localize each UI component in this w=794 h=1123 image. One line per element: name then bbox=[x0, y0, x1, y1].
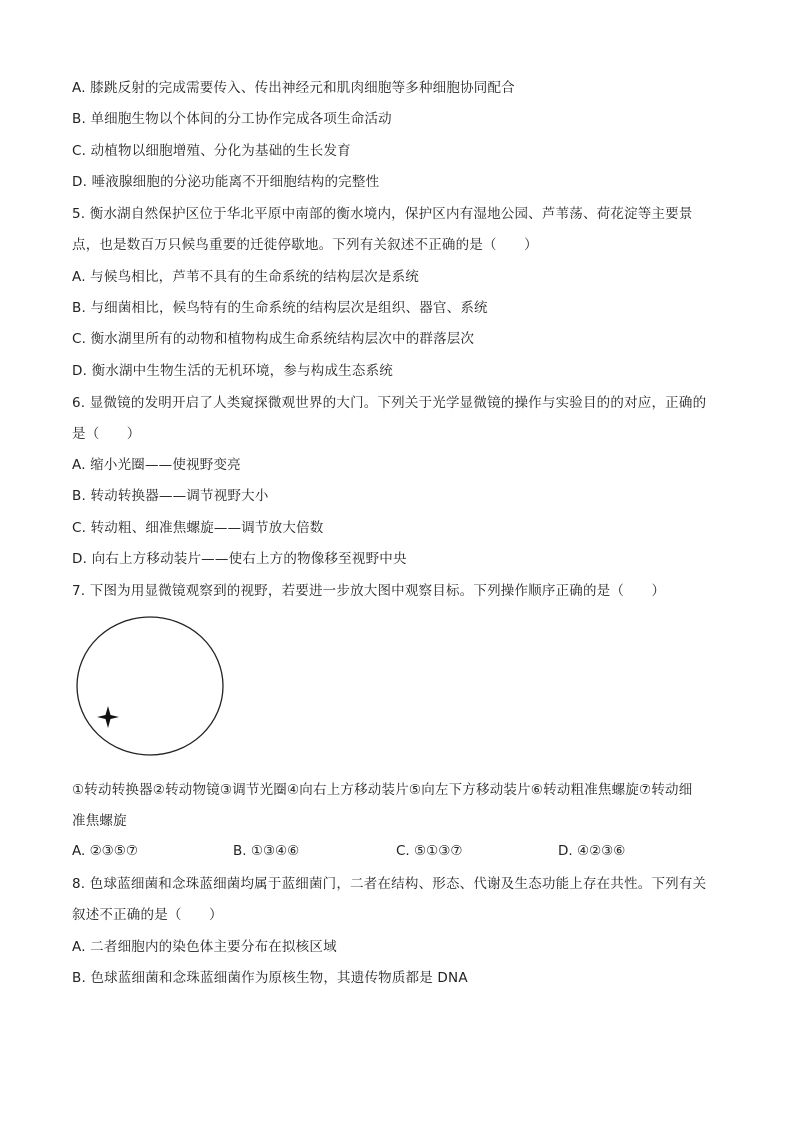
q8-option-a: A. 二者细胞内的染色体主要分布在拟核区域 bbox=[72, 939, 337, 955]
target-star-icon bbox=[97, 706, 119, 728]
q4-option-c: C. 动植物以细胞增殖、分化为基础的生长发育 bbox=[72, 143, 351, 159]
q8-option-b: B. 色球蓝细菌和念珠蓝细菌作为原核生物，其遗传物质都是 DNA bbox=[72, 970, 468, 986]
q7-stem: 7. 下图为用显微镜观察到的视野，若要进一步放大图中观察目标。下列操作顺序正确的是（ ） bbox=[72, 583, 666, 599]
q6-stem-line2: 是（ ） bbox=[72, 426, 141, 442]
q7-option-c: C. ⑤①③⑦ bbox=[396, 843, 463, 859]
q7-steps-line2: 准焦螺旋 bbox=[72, 813, 127, 829]
q6-option-a: A. 缩小光圈——使视野变亮 bbox=[72, 457, 241, 473]
q7-option-a: A. ②③⑤⑦ bbox=[72, 843, 138, 859]
q5-option-a: A. 与候鸟相比，芦苇不具有的生命系统的结构层次是系统 bbox=[72, 269, 419, 285]
q5-option-c: C. 衡水湖里所有的动物和植物构成生命系统结构层次中的群落层次 bbox=[72, 331, 475, 347]
q4-option-a: A. 膝跳反射的完成需要传入、传出神经元和肌肉细胞等多种细胞协同配合 bbox=[72, 80, 515, 96]
field-of-view-circle bbox=[77, 617, 223, 755]
q4-option-b: B. 单细胞生物以个体间的分工协作完成各项生命活动 bbox=[72, 111, 392, 127]
q5-stem-line2: 点，也是数百万只候鸟重要的迁徙停歇地。下列有关叙述不正确的是（ ） bbox=[72, 237, 538, 253]
q6-stem-line1: 6. 显微镜的发明开启了人类窥探微观世界的大门。下列关于光学显微镜的操作与实验目的的对应，正确的 bbox=[72, 395, 707, 411]
q5-stem-line1: 5. 衡水湖自然保护区位于华北平原中南部的衡水境内，保护区内有湿地公园、芦苇荡、荷花淀等主要景 bbox=[72, 206, 693, 222]
q8-stem-line2: 叙述不正确的是（ ） bbox=[72, 907, 223, 923]
q7-option-d: D. ④②③⑥ bbox=[558, 843, 626, 859]
q5-option-d: D. 衡水湖中生物生活的无机环境，参与构成生态系统 bbox=[72, 363, 393, 379]
q7-steps-line1: ①转动转换器②转动物镜③调节光圈④向右上方移动装片⑤向左下方移动装片⑥转动粗准焦螺旋⑦转动细 bbox=[72, 782, 693, 798]
q5-option-b: B. 与细菌相比，候鸟特有的生命系统的结构层次是组织、器官、系统 bbox=[72, 300, 488, 316]
q7-choices bbox=[72, 843, 732, 861]
q6-option-c: C. 转动粗、细准焦螺旋——调节放大倍数 bbox=[72, 520, 324, 536]
microscope-field-figure bbox=[74, 615, 226, 757]
q4-option-d: D. 唾液腺细胞的分泌功能离不开细胞结构的完整性 bbox=[72, 174, 380, 190]
q8-stem-line1: 8. 色球蓝细菌和念珠蓝细菌均属于蓝细菌门，二者在结构、形态、代谢及生态功能上存在共性。下列有关 bbox=[72, 876, 707, 892]
q7-option-b: B. ①③④⑥ bbox=[233, 843, 300, 859]
q6-option-d: D. 向右上方移动装片——使右上方的物像移至视野中央 bbox=[72, 551, 407, 567]
q6-option-b: B. 转动转换器——调节视野大小 bbox=[72, 488, 269, 504]
